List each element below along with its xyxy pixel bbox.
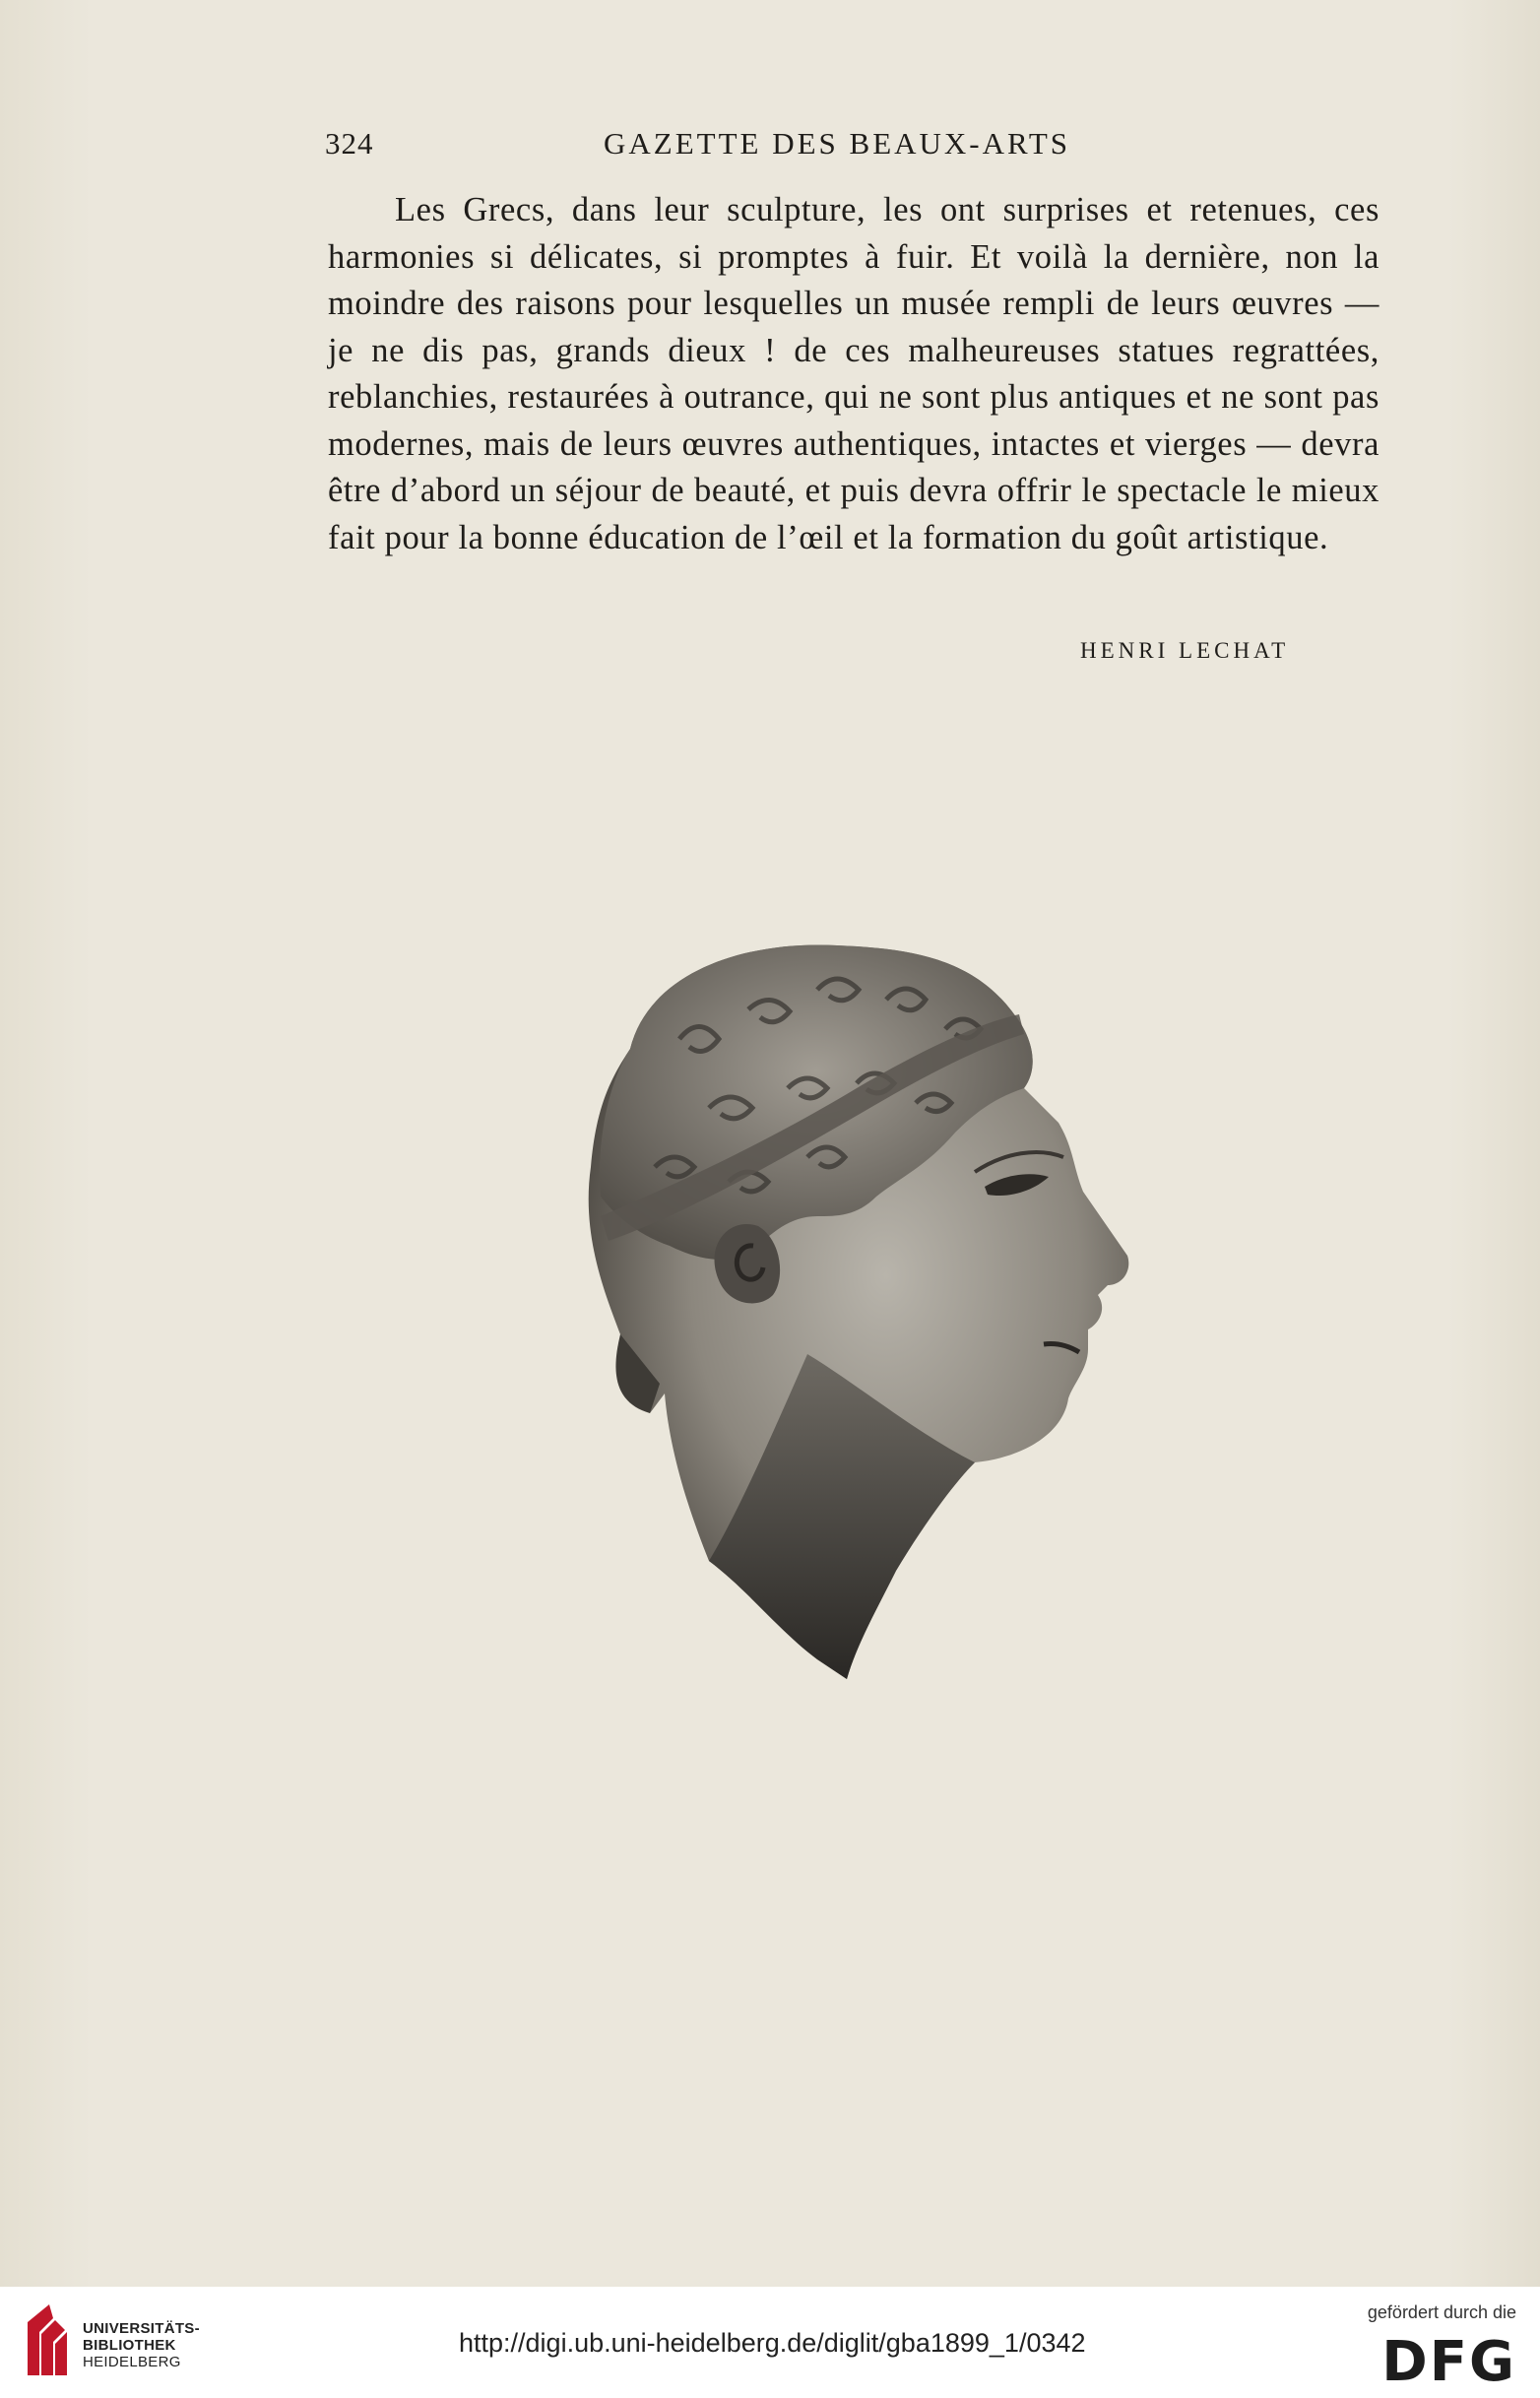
running-title: GAZETTE DES BEAUX-ARTS [604,126,1070,161]
library-line-3: HEIDELBERG [83,2354,181,2370]
author-signature: HENRI LECHAT [1080,638,1290,663]
footer-bar [0,2287,1540,2398]
permalink-url[interactable]: http://digi.ub.uni-heidelberg.de/diglit/gba1899_1/0342 [459,2328,1086,2358]
university-library-logo-icon [20,2302,75,2379]
page-header [325,126,1398,169]
library-line-2: BIBLIOTHEK [83,2337,176,2354]
body-text [328,187,1380,561]
paragraph: Les Grecs, dans leur sculpture, les ont surprises et retenues, ces harmonies si délicates, si promptes à fuir. Et voilà la dernière, non la moindre des raisons pour lesquelles un musée rempli de leurs œuvres — je ne dis pas, grands dieux ! de ces malheureuses statues regrattées, reblanchies, restaurées à outrance, qui ne sont plus antiques et ne sont pas modernes, mais de leurs œuvres authentiques, intactes et vierges — devra être d’abord un séjour de beauté, et puis devra offrir le spectacle le mieux fait pour la bonne éducation de l’œil et la formation du goût artistique. [328,191,1380,556]
page-number: 324 [325,126,374,161]
funding-caption: gefördert durch die [1367,2302,1516,2322]
dfg-logo: DFG [1381,2330,1516,2394]
library-name [83,2320,200,2370]
library-line-1: UNIVERSITÄTS- [83,2320,200,2337]
sculpture-head-illustration [561,921,1152,1689]
